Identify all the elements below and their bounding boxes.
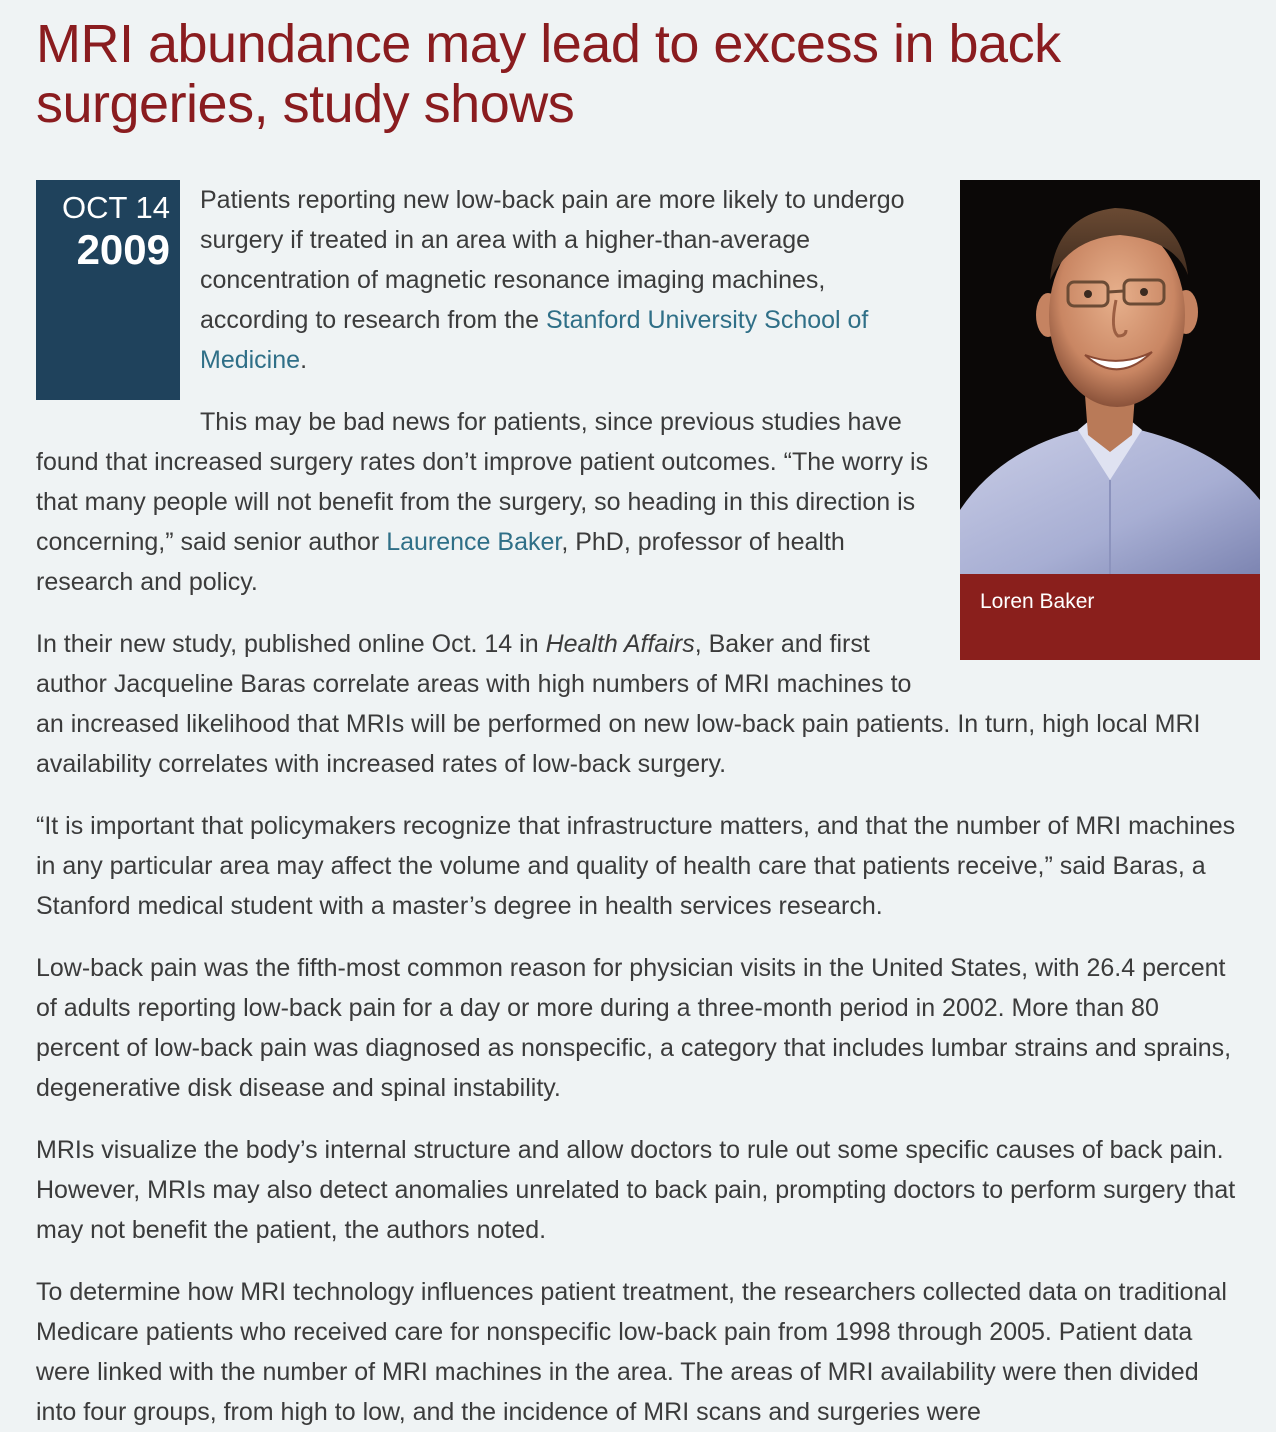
paragraph-6: MRIs visualize the body’s internal structure and allow doctors to rule out some specific causes of back pain. However, MRIs may also detect anomalies unrelated to back pain, prompting doctors to perform surgery that may not benefit the patient, the authors noted. bbox=[36, 1136, 1236, 1244]
author-portrait-image bbox=[960, 180, 1260, 574]
laurence-baker-link[interactable]: Laurence Baker bbox=[386, 528, 562, 556]
paragraph-1-text: Patients reporting new low-back pain are more likely to undergo surgery if treated in an area with a higher-than-average concentration of magnetic resonance imaging machines, according to research from the bbox=[200, 186, 905, 334]
paragraph-7: To determine how MRI technology influences patient treatment, the researchers collected data on traditional Medicare patients who received care for nonspecific low-back pain from 1998 through 2005. Patient data were linked with the number of MRI machines in the area. The areas of MRI availability were then divided into four groups, from high to low, and the incidence of MRI scans and surgeries were bbox=[36, 1278, 1227, 1426]
date-month-day: OCT 14 bbox=[62, 190, 170, 225]
paragraph-5: Low-back pain was the fifth-most common reason for physician visits in the United States, with 26.4 percent of adults reporting low-back pain for a day or more during a three-month period in 2002. More than 80 percent of low-back pain was diagnosed as nonspecific, a category that includes lumbar strains and sprains, degenerative disk disease and spinal instability. bbox=[36, 954, 1232, 1102]
paragraph-4: “It is important that policymakers recognize that infrastructure matters, and that the number of MRI machines in any particular area may affect the volume and quality of health care that patients receive,” said Baras, a Stanford medical student with a master’s degree in health services research. bbox=[36, 812, 1236, 920]
article-title: MRI abundance may lead to excess in back surgeries, study shows bbox=[36, 14, 1061, 134]
paragraph-2-text: This may be bad news for patients, since previous studies have found that increased surgery rates don’t improve patient outcomes. “The worry is that many people will not benefit from the surgery, so heading in this direction is concerning,” said senior author bbox=[36, 408, 929, 556]
author-photo-figure bbox=[960, 180, 1260, 660]
article-body bbox=[36, 180, 1244, 1432]
article-page bbox=[0, 14, 1276, 1424]
photo-caption: Loren Baker bbox=[960, 574, 1260, 660]
date-year: 2009 bbox=[76, 226, 170, 273]
paragraph-3-text: In their new study, published online Oct. 14 in bbox=[36, 630, 546, 658]
paragraph-2-end: , PhD, professor of health research and policy. bbox=[36, 528, 845, 596]
paragraph-3-end: , Baker and first author Jacqueline Baras correlate areas with high numbers of MRI machines to an increased likelihood that MRIs will be performed on new low-back pain patients. In turn, high local MRI availability correlates with increased rates of low-back surgery. bbox=[36, 630, 1201, 778]
paragraph-1-end: . bbox=[300, 346, 308, 374]
journal-name: Health Affairs bbox=[545, 630, 695, 658]
date-badge bbox=[36, 180, 180, 400]
stanford-medicine-link[interactable]: Stanford University School of Medicine bbox=[200, 306, 869, 374]
